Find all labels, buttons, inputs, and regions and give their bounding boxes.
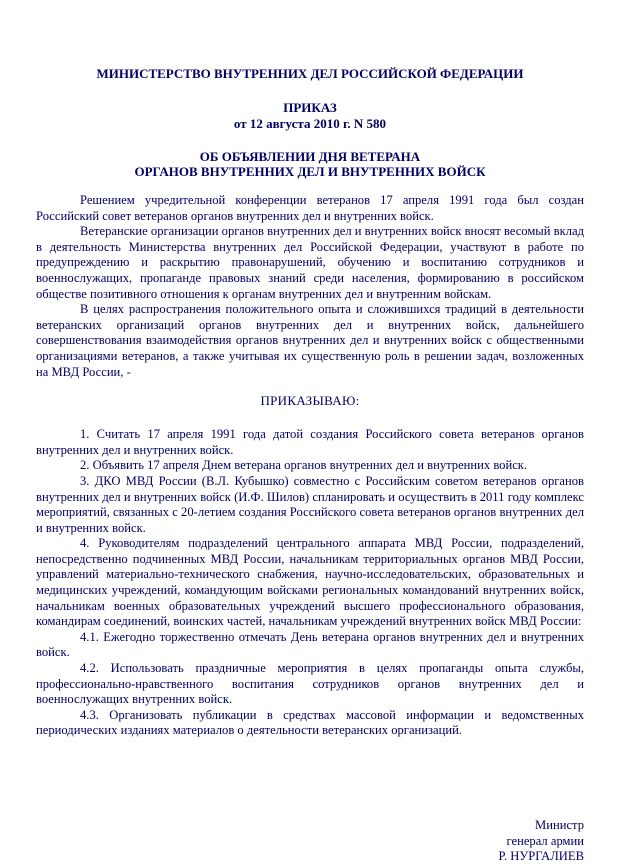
order-item: 4.1. Ежегодно торжественно отмечать День ветерана органов внутренних дел и внутренних войск.	[36, 629, 584, 660]
order-word: ПРИКАЗЫВАЮ:	[260, 393, 360, 409]
order-item: 3. ДКО МВД России (В.Л. Кубышко) совместно с Российским советом ветеранов органов внутренних дел и внутренних войск (И.Ф. Шилов) спланировать и осуществить в 2011 году комплекс мероприятий, связанных с 20-летием создания Российского совета ветеранов органов внутренних дел и внутренних войск.	[36, 473, 584, 535]
subject-line-1: ОБ ОБЪЯВЛЕНИИ ДНЯ ВЕТЕРАНА	[199, 149, 421, 164]
preamble-paragraph: Ветеранские организации органов внутренних дел и внутренних войск вносят весомый вклад в деятельность Министерства внутренних дел Российской Федерации, участвуют в работе по предупреждению и раскрытию правонарушений, обучению и воспитанию сотрудников и военнослужащих, пропаганде правовых знаний среди населения, формированию в российском обществе позитивного отношения к органам внутренних дел и внутренним войскам.	[36, 224, 585, 301]
order-item: 1. Считать 17 апреля 1991 года датой создания Российского совета ветеранов органов внутренних дел и внутренних войск.	[36, 427, 584, 457]
preamble	[36, 193, 584, 380]
order-item: 4. Руководителям подразделений центрального аппарата МВД России, подразделений, непосредственно подчиненных МВД России, начальникам территориальных органов МВД России, управлений материально-технического снабжения, научно-исследовательских, образовательных и медицинских учреждений, командующим войсками региональных командований внутренних войск, начальникам военных образовательных учреждений высшего профессионального образования, командирам соединений, воинских частей, начальникам учреждений внутренних войск МВД России:	[36, 536, 584, 629]
signature-position: Министр	[535, 818, 584, 832]
signature-name: Р. НУРГАЛИЕВ	[498, 849, 584, 864]
subject-line-2: ОРГАНОВ ВНУТРЕННИХ ДЕЛ И ВНУТРЕННИХ ВОЙСК	[134, 164, 486, 179]
order-items	[36, 427, 584, 739]
order-subject	[36, 149, 584, 179]
order-item: 4.2. Использовать праздничные мероприятия в целях пропаганды опыта службы, профессионально-нравственного воспитания сотрудников органов внутренних дел и военнослужащих внутренних войск.	[36, 661, 584, 707]
order-date: от 12 августа 2010 г. N 580	[233, 116, 387, 131]
signature-rank: генерал армии	[506, 833, 584, 848]
ministry-heading: МИНИСТЕРСТВО ВНУТРЕННИХ ДЕЛ РОССИЙСКОЙ ФЕДЕРАЦИИ	[96, 66, 524, 81]
signature-block	[499, 818, 584, 865]
preamble-paragraph: В целях распространения положительного опыта и сложившихся традиций в деятельности ветеранских организаций органов внутренних дел и внутренних войск, дальнейшего совершенствования взаимодействия органов внутренних дел и внутренних войск с общественными организациями ветеранов, а также учитывая их существенную роль в решении задач, возложенных на МВД России, -	[36, 302, 584, 379]
order-title: ПРИКАЗ	[283, 100, 337, 115]
order-item: 2. Объявить 17 апреля Днем ветерана органов внутренних дел и внутренних войск.	[80, 458, 528, 473]
order-item: 4.3. Организовать публикации в средствах массовой информации и ведомственных периодических изданиях материалов о деятельности ветеранских организаций.	[36, 707, 584, 738]
preamble-paragraph: Решением учредительной конференции ветеранов 17 апреля 1991 года был создан Российский совет ветеранов органов внутренних дел и внутренних войск.	[36, 193, 584, 223]
